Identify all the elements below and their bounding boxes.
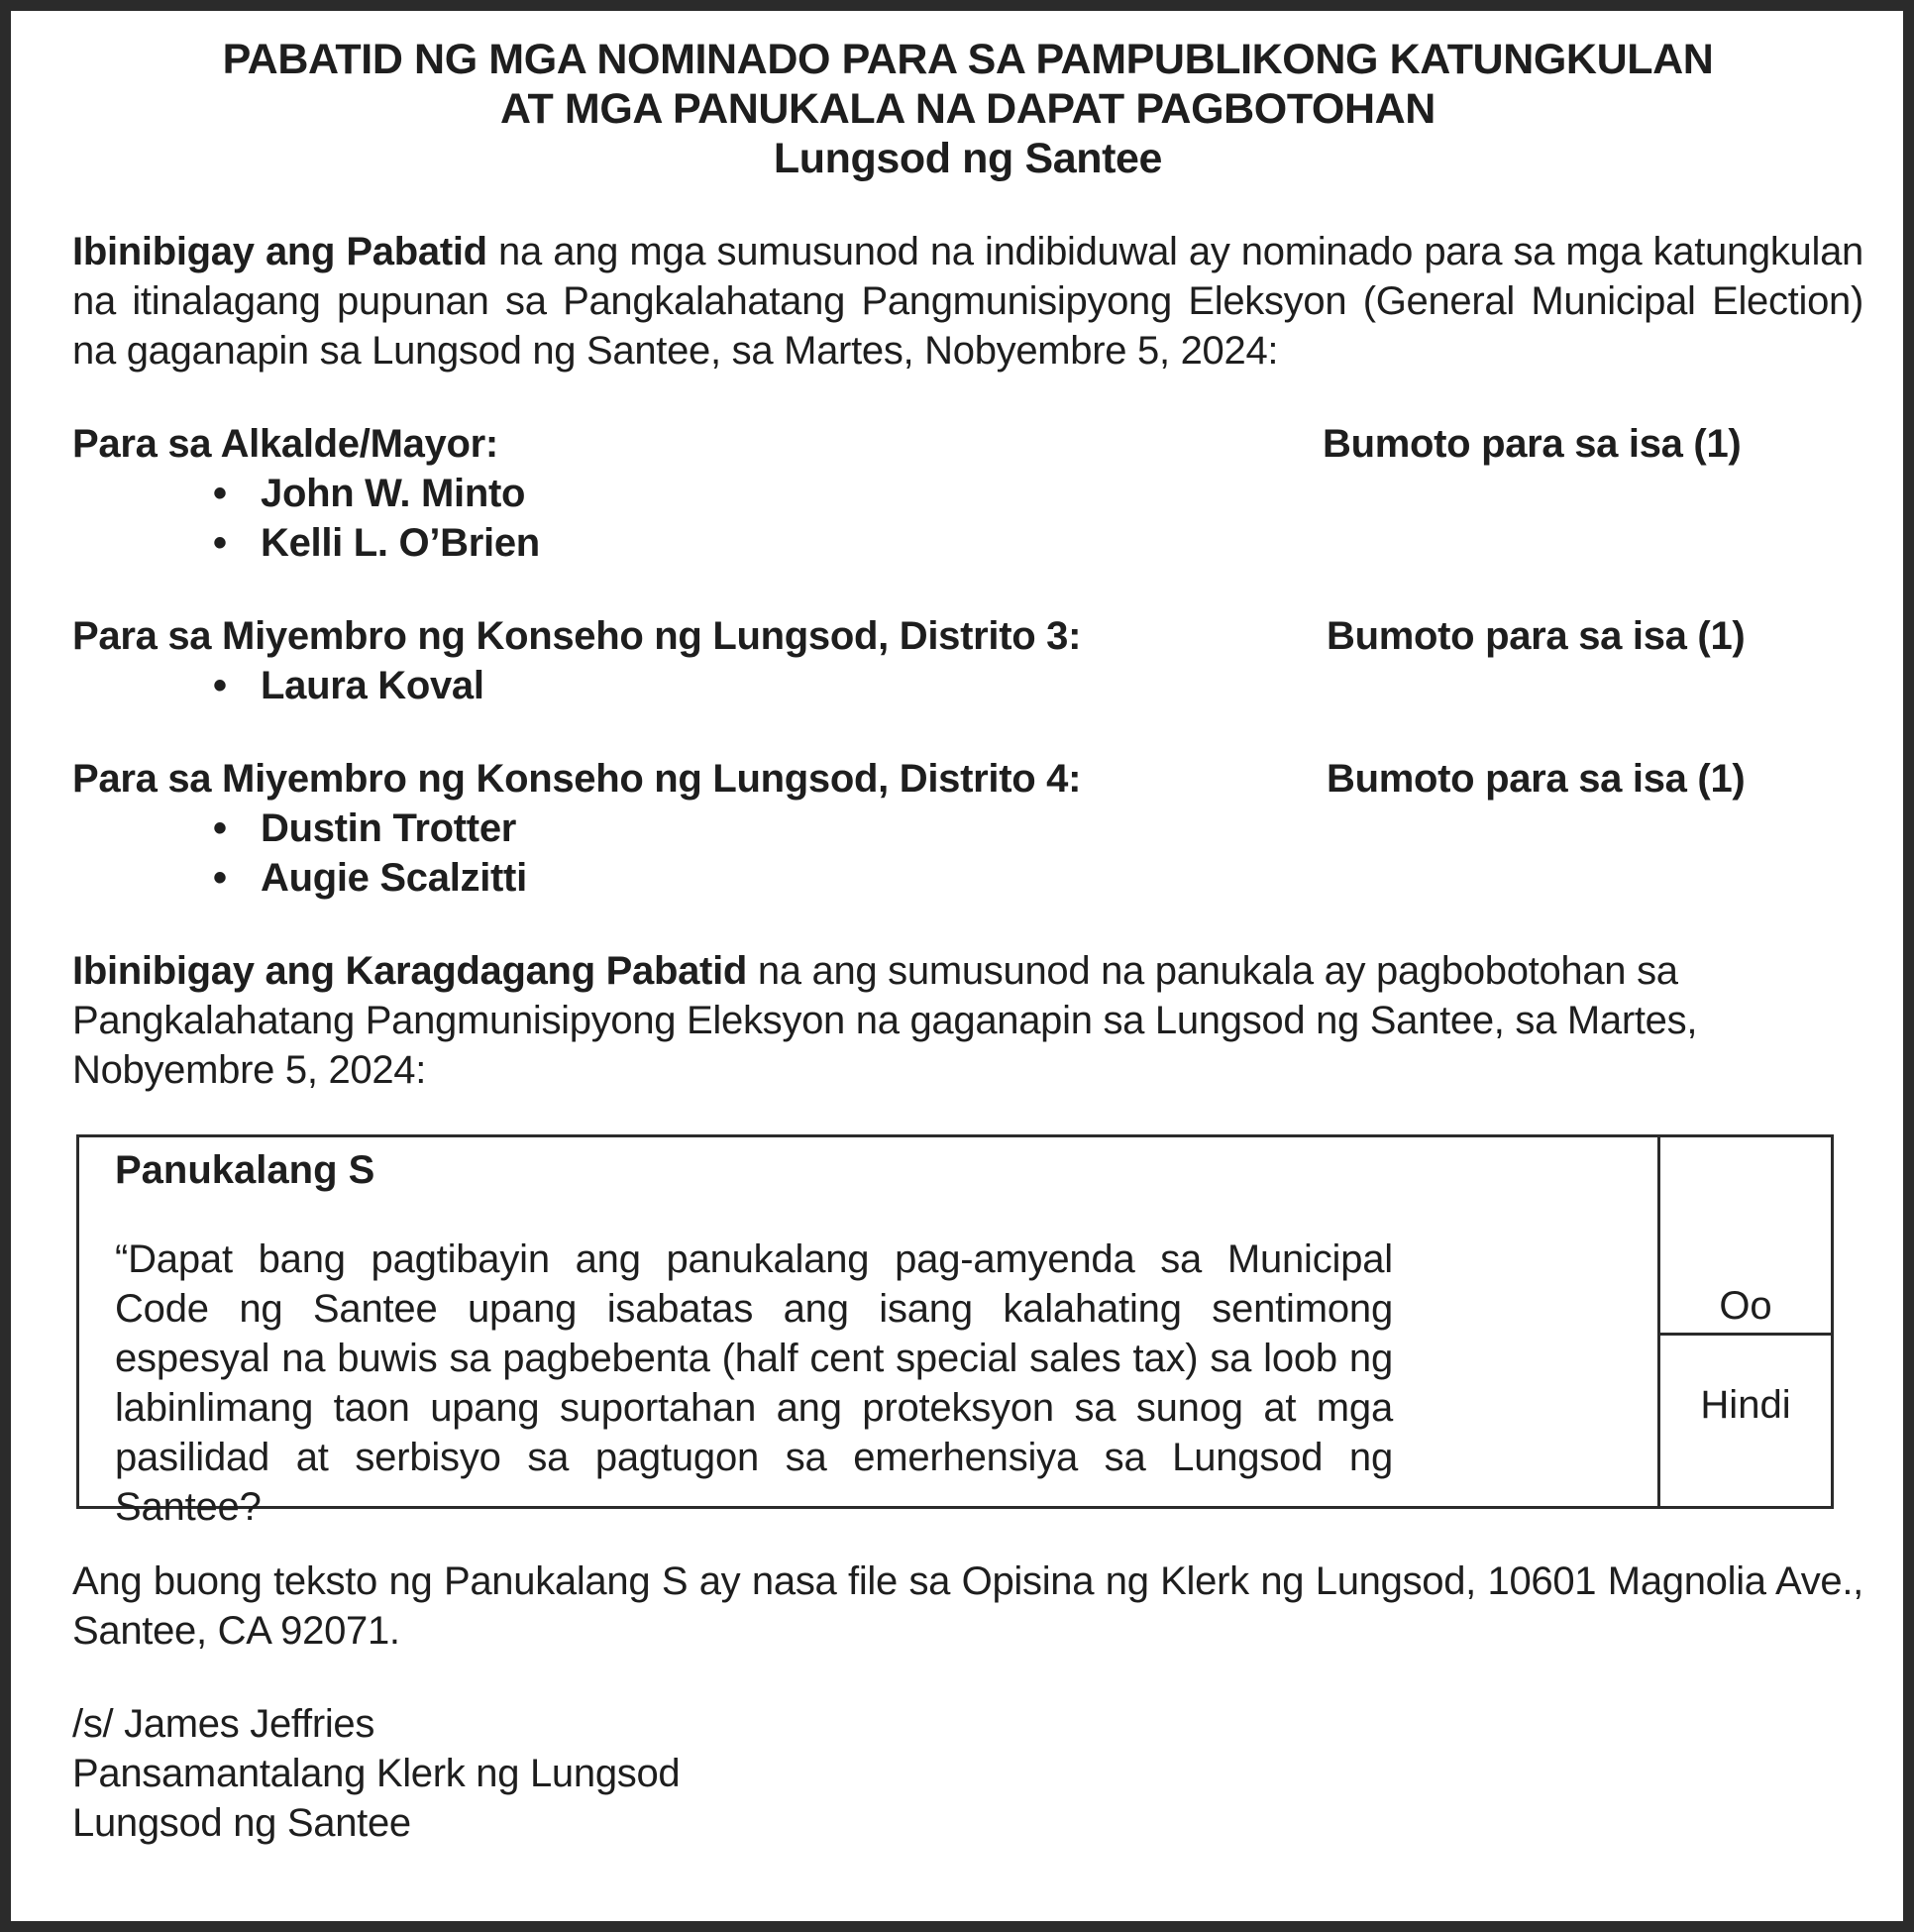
office-row: [72, 419, 1863, 469]
bullet-icon: •: [213, 472, 227, 515]
measure-question: “Dapat bang pagtibayin ang panukalang pag-amyenda sa Municipal Code ng Santee upang isabatas ang isang kalahating sentimong espesyal na buwis sa pagbebenta (half cent special sales tax) sa loob ng labinlimang taon upang suportahan ang proteksyon sa sunog at mga pasilidad at serbisyo sa pagtugon sa emerhensiya sa Lungsod ng Santee?: [115, 1237, 1393, 1529]
candidate-item: [72, 853, 1863, 903]
bullet-icon: •: [213, 806, 227, 850]
notice-content: [72, 35, 1863, 1848]
additional-lead: Ibinibigay ang Karagdagang Pabatid: [72, 949, 748, 993]
office-district-3: [72, 611, 1863, 710]
office-district-4: [72, 754, 1863, 903]
vote-instruction: Bumoto para sa isa (1): [1323, 422, 1742, 466]
header-line-2: AT MGA PANUKALA NA DAPAT PAGBOTOHAN: [500, 85, 1436, 133]
office-title: Para sa Alkalde/Mayor:: [72, 422, 498, 466]
intro-paragraph: [72, 227, 1863, 376]
header-line-3: Lungsod ng Santee: [773, 135, 1163, 182]
candidate-name: Kelli L. O’Brien: [261, 521, 540, 565]
intro-lead: Ibinibigay ang Pabatid: [72, 230, 487, 273]
vote-choices: [1657, 1137, 1831, 1506]
signature-name: /s/ James Jeffries: [72, 1702, 375, 1746]
bullet-icon: •: [213, 856, 227, 900]
office-title: Para sa Miyembro ng Konseho ng Lungsod, Distrito 3:: [72, 614, 1082, 658]
candidate-item: [72, 661, 1863, 710]
choice-yes: Oo: [1719, 1284, 1772, 1328]
office-row: [72, 611, 1863, 661]
candidate-name: Laura Koval: [261, 664, 484, 707]
candidate-name: Dustin Trotter: [261, 806, 517, 850]
candidate-item: [72, 469, 1863, 518]
candidate-name: John W. Minto: [261, 472, 526, 515]
office-row: [72, 754, 1863, 804]
measure-title: Panukalang S: [115, 1148, 375, 1192]
office-title: Para sa Miyembro ng Konseho ng Lungsod, Distrito 4:: [72, 757, 1082, 801]
vote-instruction: Bumoto para sa isa (1): [1327, 614, 1746, 658]
intro-text: na ang mga sumusunod na indibiduwal ay nominado para sa mga katungkulan na itinalagang pupunan sa Pangkalahatang Pangmunisipyong Eleksyon (General Municipal Election) na gaganapin sa Lungsod ng Santee, sa Martes, Nobyembre 5, 2024:: [72, 230, 1863, 373]
candidate-item: [72, 804, 1863, 853]
measure-text: [115, 1145, 1393, 1532]
candidate-name: Augie Scalzitti: [261, 856, 527, 900]
additional-text: na ang sumusunod na panukala ay pagbobotohan sa Pangkalahatang Pangmunisipyong Eleksyon na gaganapin sa Lungsod ng Santee, sa Martes, Nobyembre 5, 2024:: [72, 949, 1698, 1092]
signature-city: Lungsod ng Santee: [72, 1801, 411, 1845]
signature-title: Pansamantalang Klerk ng Lungsod: [72, 1752, 681, 1795]
notice-header: [72, 35, 1863, 183]
candidate-item: [72, 518, 1863, 568]
bullet-icon: •: [213, 521, 227, 565]
header-line-1: PABATID NG MGA NOMINADO PARA SA PAMPUBLIKONG KATUNGKULAN: [222, 36, 1714, 83]
additional-paragraph: [72, 946, 1863, 1095]
measure-box: [76, 1134, 1834, 1529]
full-text-note: Ang buong teksto ng Panukalang S ay nasa file sa Opisina ng Klerk ng Lungsod, 10601 Magnolia Ave., Santee, CA 92071.: [72, 1559, 1863, 1653]
vote-instruction: Bumoto para sa isa (1): [1327, 757, 1746, 801]
choice-divider: [1660, 1333, 1831, 1336]
bullet-icon: •: [213, 664, 227, 707]
choice-no: Hindi: [1700, 1383, 1791, 1427]
office-mayor: [72, 419, 1863, 568]
signature-block: [72, 1699, 1863, 1848]
